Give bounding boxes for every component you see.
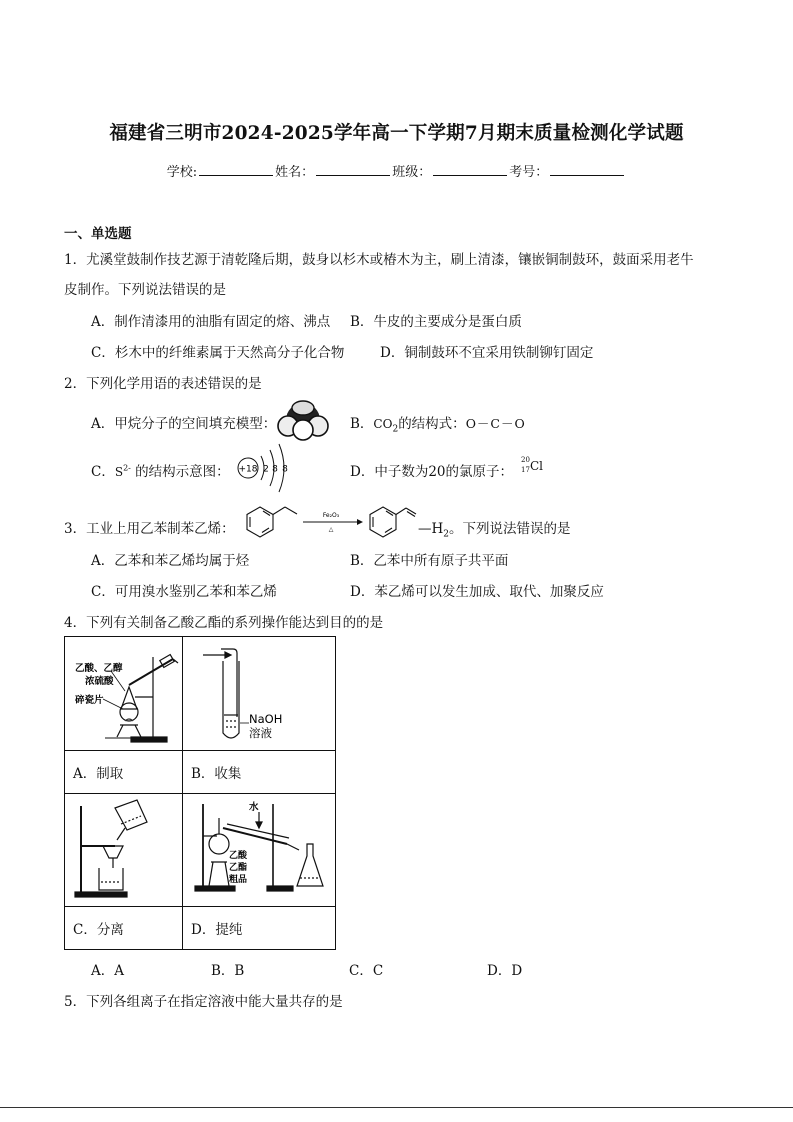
ion-structure-diagram [234, 440, 294, 496]
label-water: 水 [249, 802, 259, 813]
label-crude: 粗品 [229, 875, 248, 885]
school-label: 学校: [166, 165, 198, 180]
label-sulfuric-acid: 浓硫酸 [85, 676, 114, 687]
id-label: 考号： [509, 165, 549, 180]
cell-a-image [65, 637, 183, 751]
cell-a-label: A．制取 [65, 751, 183, 794]
isotope-atomic-number: 17 [521, 466, 530, 474]
q2-option-b-suffix: 的结构式： [398, 416, 466, 432]
distillation-setup-diagram [65, 637, 182, 750]
nucleus-charge: +18 [238, 464, 258, 475]
cell-d-image [183, 794, 336, 907]
separating-funnel-diagram [65, 794, 182, 906]
shell-3-electrons: 8 [282, 464, 288, 475]
name-label: 姓名： [275, 165, 315, 180]
shell-1-electrons: 2 [263, 464, 269, 475]
q2-option-a[interactable]: A．甲烷分子的空间填充模型： [91, 416, 277, 432]
shell-2-electrons: 8 [272, 464, 278, 475]
q1-stem-line1: 1．尤溪堂鼓制作技艺源于清乾隆后期，鼓身以杉木或椿木为主，刷上清漆，镶嵌铜制鼓环，鼓面采用老牛 [64, 252, 694, 268]
chlorine-isotope-notation [521, 456, 547, 478]
q5-stem: 5．下列各组离子在指定溶液中能大量共存的是 [64, 994, 343, 1010]
q2-option-c[interactable] [91, 460, 230, 480]
sulfide-charge: 2- [123, 463, 131, 473]
q4-option-c[interactable]: C．C [349, 963, 384, 979]
q3-stem-tail: 。下列说法错误的是 [449, 521, 571, 537]
q1-option-a[interactable]: A．制作清漆用的油脂有固定的熔、沸点 [91, 314, 331, 330]
q4-stem: 4．下列有关制备乙酸乙酯的系列操作能达到目的的是 [64, 615, 384, 631]
reaction-condition-heat: △ [328, 526, 334, 533]
class-label: 班级： [392, 165, 432, 180]
q3-option-d[interactable]: D．苯乙烯可以发生加成、取代、加聚反应 [350, 584, 604, 600]
q2-option-d[interactable]: D．中子数为20的氯原子： [350, 464, 514, 480]
name-blank[interactable] [316, 163, 390, 176]
cell-c-label: C．分离 [65, 907, 183, 950]
q4-option-a[interactable]: A．A [91, 963, 124, 979]
q1-option-d[interactable]: D．铜制鼓环不宜采用铁制铆钉固定 [380, 345, 594, 361]
label-ester: 乙酯 [229, 863, 248, 873]
reaction-arrowhead [357, 519, 363, 525]
cell-c-image [65, 794, 183, 907]
distillation-apparatus-diagram [183, 794, 335, 906]
co2-subscript: 2 [392, 424, 399, 435]
isotope-mass-number: 20 [521, 456, 530, 464]
q3-stem-suffix [418, 517, 571, 540]
q2-option-b-prefix: B． [350, 416, 374, 432]
isotope-symbol: Cl [530, 459, 544, 473]
collection-tube-diagram [183, 637, 335, 750]
q4-option-b[interactable]: B．B [211, 963, 245, 979]
q3-option-c[interactable]: C．可用溴水鉴别乙苯和苯乙烯 [91, 584, 277, 600]
methane-space-filling-model [270, 398, 336, 442]
student-info-line [0, 161, 793, 180]
q2-option-c-prefix: C． [91, 464, 115, 480]
cell-b-label: B．收集 [183, 751, 336, 794]
co2-formula: CO [373, 417, 393, 431]
ethylbenzene-structure [247, 507, 297, 537]
q3-option-a[interactable]: A．乙苯和苯乙烯均属于烃 [91, 553, 250, 569]
reaction-condition: Fe₂O₃ [322, 512, 340, 519]
q3-option-b[interactable]: B．乙苯中所有原子共平面 [350, 553, 509, 569]
q1-option-b[interactable]: B．牛皮的主要成分是蛋白质 [350, 314, 522, 330]
label-boiling-chips: 碎瓷片 [75, 695, 104, 706]
id-blank[interactable] [550, 163, 624, 176]
label-reactants: 乙酸、乙醇 [75, 663, 123, 674]
cell-b-image [183, 637, 336, 751]
class-blank[interactable] [433, 163, 507, 176]
q2-option-c-suffix: 的结构示意图： [130, 464, 230, 480]
hydrogen-symbol: —H [418, 521, 444, 537]
label-solution: 溶液 [249, 726, 272, 740]
school-blank[interactable] [199, 163, 273, 176]
styrene-structure [370, 507, 416, 537]
q1-option-c[interactable]: C．杉木中的纤维素属于天然高分子化合物 [91, 345, 345, 361]
page-bottom-rule [0, 1107, 793, 1108]
co2-structure: O－C－O [465, 416, 526, 431]
q3-stem-prefix: 3．工业上用乙苯制苯乙烯： [64, 521, 235, 537]
label-acetic: 乙酸 [229, 851, 248, 861]
hydrogen-subscript: 2 [443, 529, 450, 540]
sulfide-symbol: S [114, 465, 124, 479]
q2-option-b[interactable] [350, 412, 526, 435]
section-title: 一、单选题 [64, 226, 132, 242]
styrene-reaction-scheme [240, 503, 418, 543]
q2-stem: 2．下列化学用语的表述错误的是 [64, 376, 262, 392]
apparatus-table [64, 636, 336, 950]
q4-option-d[interactable]: D．D [487, 963, 523, 979]
label-naoh: NaOH [249, 712, 283, 726]
page-title: 福建省三明市2024-2025学年高一下学期7月期末质量检测化学试题 [109, 123, 684, 144]
cell-d-label: D．提纯 [183, 907, 336, 950]
q1-stem-line2: 皮制作。下列说法错误的是 [64, 282, 226, 298]
